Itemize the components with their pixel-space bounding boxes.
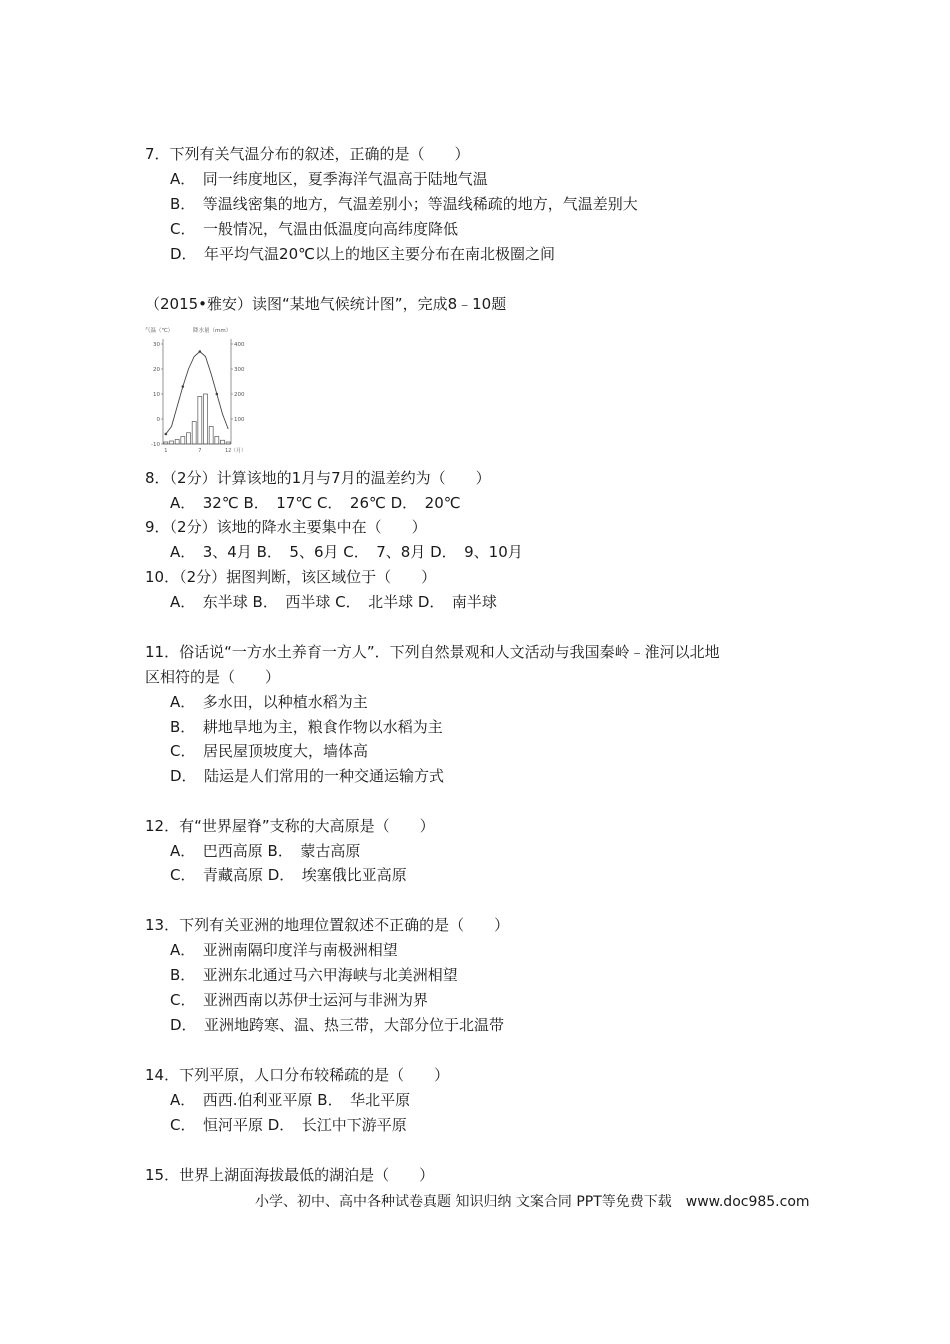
q13-option-a: A． 亚洲南隔印度洋与南极洲相望: [170, 941, 398, 959]
precipitation-bar: [192, 422, 196, 445]
left-tick-label: 0: [156, 417, 160, 423]
q11-option-c: C． 居民屋顶坡度大，墙体高: [170, 742, 368, 760]
q11-stem-line1: 11．俗话说“一方水土养育一方人”．下列自然景观和人文活动与我国秦岭﹣淮河以北地: [145, 643, 720, 661]
left-tick-label: 20: [153, 367, 160, 373]
left-tick-label: -10: [151, 442, 160, 448]
q7-option-b: B． 等温线密集的地方，气温差别小；等温线稀疏的地方，气温差别大: [170, 195, 638, 213]
precipitation-bar: [226, 442, 230, 444]
x-tick-label: 7: [198, 448, 202, 454]
q15-stem: 15．世界上湖面海拔最低的湖泊是（ ）: [145, 1166, 435, 1184]
left-axis-label: 气温（℃）: [145, 328, 174, 334]
right-tick-label: 400: [234, 342, 245, 348]
q11-stem-line2: 区相符的是（ ）: [145, 668, 281, 686]
q9-options: A． 3、4月 B． 5、6月 C． 7、8月 D． 9、10月: [170, 543, 523, 561]
q13-option-d: D． 亚洲地跨寒、温、热三带，大部分位于北温带: [170, 1016, 505, 1034]
q12-options-row2: C． 青藏高原 D． 埃塞俄比亚高原: [170, 866, 407, 884]
left-tick-label: 10: [153, 392, 160, 398]
precipitation-bar: [187, 433, 191, 444]
page-footer: 小学、初中、高中各种试卷真题 知识归纳 文案合同 PPT等免费下载 www.doc985.com: [255, 1194, 810, 1210]
q7-option-c: C． 一般情况，气温由低温度向高纬度降低: [170, 220, 458, 238]
precipitation-bar: [164, 442, 168, 444]
q10-options: A． 东半球 B． 西半球 C． 北半球 D． 南半球: [170, 593, 497, 611]
q11-option-d: D． 陆运是人们常用的一种交通运输方式: [170, 767, 445, 785]
right-axis-label: 降水量（mm）: [193, 328, 232, 334]
temperature-point: [182, 385, 185, 388]
q7-option-a: A． 同一纬度地区，夏季海洋气温高于陆地气温: [170, 170, 488, 188]
q8-options: A． 32℃ B． 17℃ C． 26℃ D． 20℃: [170, 494, 461, 512]
q13-option-b: B． 亚洲东北通过马六甲海峡与北美洲相望: [170, 966, 458, 984]
precipitation-bar: [175, 440, 179, 445]
q13-option-c: C． 亚洲西南以苏伊士运河与非洲为界: [170, 991, 428, 1009]
q11-option-a: A． 多水田，以种植水稻为主: [170, 693, 368, 711]
chart-intro: （2015•雅安）读图“某地气候统计图”，完成8﹣10题: [145, 295, 507, 313]
q12-options-row1: A． 巴西高原 B． 蒙古高原: [170, 842, 361, 860]
precipitation-bar: [170, 441, 174, 444]
precipitation-bar: [209, 427, 213, 445]
precipitation-bar: [204, 394, 208, 444]
right-tick-label: 100: [234, 417, 245, 423]
q10-stem: 10．（2分）据图判断，该区域位于（ ）: [145, 568, 437, 586]
temperature-line: [166, 352, 228, 435]
x-tick-label: 12: [224, 448, 232, 454]
temperature-point: [216, 393, 219, 396]
q8-stem: 8．（2分）计算该地的1月与7月的温差约为（ ）: [145, 469, 491, 487]
q12-stem: 12．有“世界屋脊”支称的大高原是（ ）: [145, 817, 435, 835]
climate-chart: [143, 324, 247, 454]
q14-stem: 14．下列平原，人口分布较稀疏的是（ ）: [145, 1066, 450, 1084]
q11-option-b: B． 耕地旱地为主，粮食作物以水稻为主: [170, 718, 443, 736]
right-tick-label: 200: [234, 392, 245, 398]
q13-stem: 13．下列有关亚洲的地理位置叙述不正确的是（ ）: [145, 916, 510, 934]
q7-option-d: D． 年平均气温20℃以上的地区主要分布在南北极圈之间: [170, 245, 555, 263]
precipitation-bar: [221, 440, 225, 444]
precipitation-bar: [198, 397, 202, 445]
x-tick-label: 1: [164, 448, 168, 454]
x-unit-label: （月）: [231, 448, 247, 454]
right-tick-label: 300: [234, 367, 245, 373]
q9-stem: 9．（2分）该地的降水主要集中在（ ）: [145, 518, 427, 536]
temperature-point: [199, 350, 202, 353]
q14-options-row2: C． 恒河平原 D． 长江中下游平原: [170, 1116, 407, 1134]
q14-options-row1: A． 西西.伯利亚平原 B． 华北平原: [170, 1091, 411, 1109]
temperature-point: [165, 433, 168, 436]
precipitation-bar: [181, 437, 185, 445]
precipitation-bar: [215, 437, 219, 445]
q7-stem: 7．下列有关气温分布的叙述，正确的是（ ）: [145, 145, 470, 163]
left-tick-label: 30: [153, 342, 160, 348]
